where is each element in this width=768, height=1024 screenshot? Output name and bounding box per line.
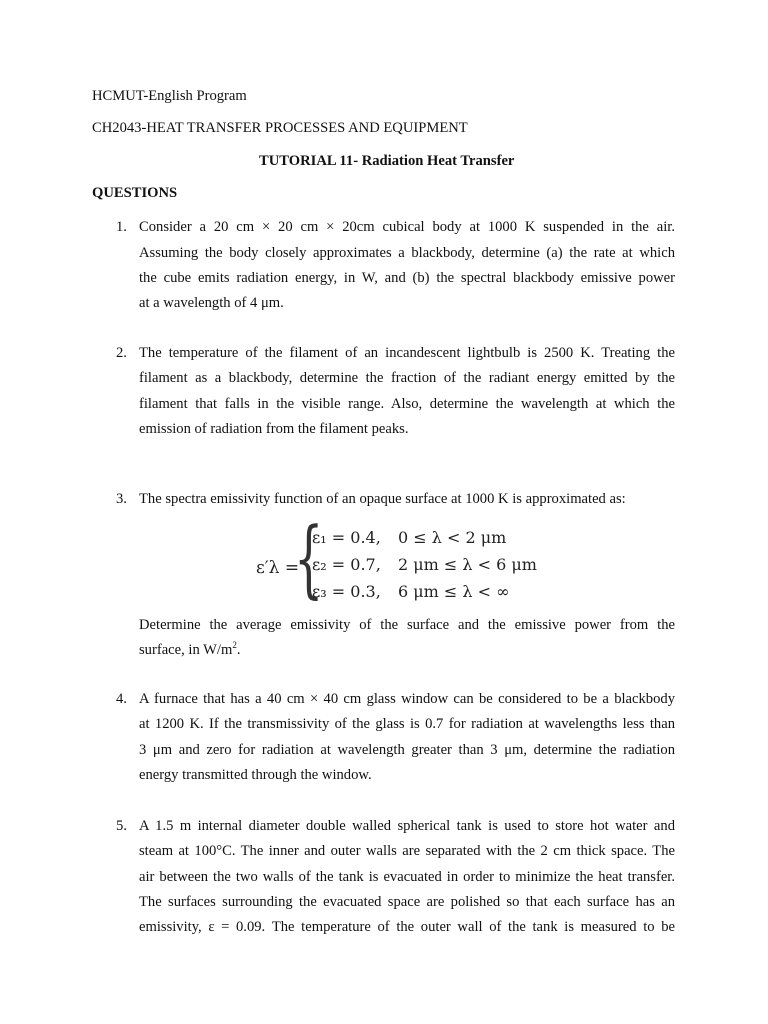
formula-brace: { — [294, 509, 324, 607]
question-number: 2. — [116, 345, 127, 361]
formula-emissivity: ε₂ = 0.7, — [312, 555, 381, 574]
superscript: 2 — [232, 640, 237, 651]
program-name: HCMUT-English Program — [92, 88, 247, 104]
question-line: air between the two walls of the tank is evacuated in order to minimize the heat transfer. — [139, 869, 675, 885]
question-line: emission of radiation from the filament peaks. — [139, 421, 409, 437]
question-line: The spectra emissivity function of an opaque surface at 1000 K is approximated as: — [139, 491, 626, 507]
section-heading: QUESTIONS — [92, 185, 178, 201]
question-line: The surfaces surrounding the evacuated space are polished so that each surface has an — [139, 894, 675, 910]
question-line: at a wavelength of 4 μm. — [139, 295, 284, 311]
question-number: 5. — [116, 818, 127, 834]
formula-range: 6 μm ≤ λ < ∞ — [398, 582, 510, 601]
question-number: 1. — [116, 219, 127, 235]
question-line: The temperature of the filament of an incandescent lightbulb is 2500 K. Treating the — [139, 345, 675, 361]
formula-emissivity: ε₃ = 0.3, — [312, 582, 381, 601]
question-number: 4. — [116, 691, 127, 707]
formula-emissivity: ε₁ = 0.4, — [312, 528, 381, 547]
formula-range: 0 ≤ λ < 2 μm — [398, 528, 507, 547]
question-line: emissivity, ε = 0.09. The temperature of the outer wall of the tank is measured to be — [139, 919, 675, 935]
question-line: at 1200 K. If the transmissivity of the glass is 0.7 for radiation at wavelengths less than — [139, 716, 675, 732]
question-line: Assuming the body closely approximates a blackbody, determine (a) the rate at which — [139, 245, 675, 261]
formula-row — [312, 582, 509, 601]
question-line: filament as a blackbody, determine the fraction of the radiant energy emitted by the — [139, 370, 675, 386]
question-line: Consider a 20 cm × 20 cm × 20cm cubical body at 1000 K suspended in the air. — [139, 219, 675, 235]
question-line: 3 μm and zero for radiation at wavelength greater than 3 μm, determine the radiation — [139, 742, 675, 758]
question-line: the cube emits radiation energy, in W, and (b) the spectral blackbody emissive power — [139, 270, 675, 286]
formula-range: 2 μm ≤ λ < 6 μm — [398, 555, 537, 574]
question-line: surface, in $W/m^2$. — [139, 640, 241, 658]
emissivity-formula — [252, 509, 542, 608]
question-line: A 1.5 m internal diameter double walled spherical tank is used to store hot water and — [139, 818, 675, 834]
question-line: energy transmitted through the window. — [139, 767, 372, 783]
formula-lhs: ε′λ = — [256, 558, 300, 578]
question-number: 3. — [116, 491, 127, 507]
course-title: CH2043-HEAT TRANSFER PROCESSES AND EQUIPMENT — [92, 120, 468, 136]
question-line: steam at 100°C. The inner and outer walls are separated with the 2 cm thick space. The — [139, 843, 675, 859]
question-line: A furnace that has a 40 cm × 40 cm glass window can be considered to be a blackbody — [139, 691, 675, 707]
formula-row — [312, 528, 506, 547]
question-line: Determine the average emissivity of the surface and the emissive power from the — [139, 617, 675, 633]
formula-row — [312, 555, 537, 574]
question-line: filament that falls in the visible range. Also, determine the wavelength at which the — [139, 396, 675, 412]
tutorial-title: TUTORIAL 11- Radiation Heat Transfer — [259, 153, 515, 169]
